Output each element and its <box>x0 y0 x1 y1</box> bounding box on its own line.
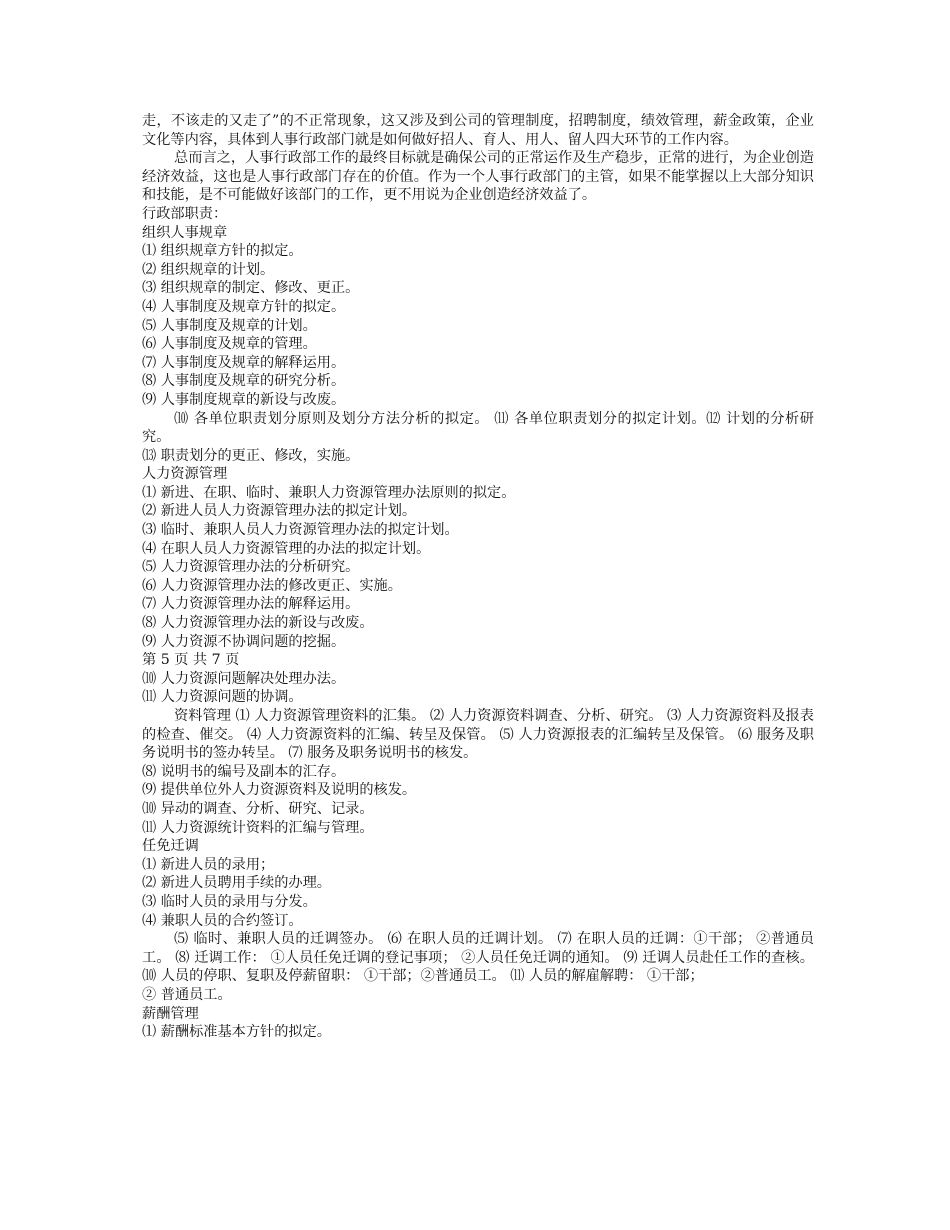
data-management-paragraph: 资料管理 ⑴ 人力资源管理资料的汇集。 ⑵ 人力资源资料调查、分析、研究。 ⑶ 人力资源资料及报表的检查、催交。 ⑷ 人力资源资料的汇编、转呈及保管。 ⑸ 人力资源报表的汇编转呈及保管。 ⑹ 服务及职务说明书的签办转呈。 ⑺ 服务及职务说明书的核发。 <box>142 708 814 762</box>
list-item: ⑵ 组织规章的计划。 <box>142 261 275 278</box>
list-item: ⑺ 人事制度及规章的解释运用。 <box>142 354 346 371</box>
list-item: ⑼ 人力资源不协调问题的挖掘。 <box>142 633 346 650</box>
list-item: ⑼ 提供单位外人力资源资料及说明的核发。 <box>142 782 417 799</box>
list-item: ⑸ 人事制度及规章的计划。 <box>142 317 317 334</box>
list-item: ⑶ 临时人员的录用与分发。 <box>142 893 317 910</box>
appointment-heading: 任免迁调 <box>142 838 199 855</box>
paragraph-summary: 总而言之，人事行政部工作的最终目标就是确保公司的正常运作及生产稳步，正常的进行，为企业创造经济效益，这也是人事行政部门存在的价值。作为一个人事行政部门的主管，如果不能掌握以上大部分知识和技能，是不可能做好该部门的工作，更不用说为企业创造经济效益了。 <box>142 150 814 204</box>
list-item: ⑴ 薪酬标准基本方针的拟定。 <box>142 1024 331 1041</box>
page-marker: 第 5 页 共 7 页 <box>142 652 240 669</box>
document-page <box>142 112 814 1042</box>
list-item: ⑻ 人事制度及规章的研究分析。 <box>142 373 346 390</box>
list-item: ⑴ 组织规章方针的拟定。 <box>142 243 303 260</box>
list-item: ⑷ 兼职人员的合约签订。 <box>142 912 303 929</box>
rules-flow-paragraph: ⑽ 各单位职责划分原则及划分方法分析的拟定。 ⑾ 各单位职责划分的拟定计划。⑿ 计划的分析研究。 <box>142 410 814 446</box>
list-item: ⑴ 新进、在职、临时、兼职人力资源管理办法原则的拟定。 <box>142 484 516 501</box>
list-item: ⑵ 新进人员聘用手续的办理。 <box>142 875 331 892</box>
list-item: ⑻ 人力资源管理办法的新设与改废。 <box>142 615 374 632</box>
list-item: ⑾ 人力资源统计资料的汇编与管理。 <box>142 819 374 836</box>
list-item: ② 普通员工。 <box>142 986 232 1003</box>
salary-heading: 薪酬管理 <box>142 1005 199 1022</box>
list-item: ⑶ 组织规章的制定、修改、更正。 <box>142 280 360 297</box>
list-item: ⑹ 人力资源管理办法的修改更正、实施。 <box>142 577 402 594</box>
list-item: ⑵ 新进人员人力资源管理办法的拟定计划。 <box>142 503 417 520</box>
list-item: ⑺ 人力资源管理办法的解释运用。 <box>142 596 360 613</box>
list-item: ⑻ 说明书的编号及副本的汇存。 <box>142 763 346 780</box>
admin-duties-heading: 行政部职责： <box>142 205 228 222</box>
list-item: ⑽ 异动的调查、分析、研究、记录。 <box>142 800 374 817</box>
list-item: ⒀ 职责划分的更正、修改，实施。 <box>142 447 360 464</box>
list-item: ⑹ 人事制度及规章的管理。 <box>142 336 317 353</box>
list-item: ⑾ 人力资源问题的协调。 <box>142 689 303 706</box>
list-item: ⑼ 人事制度规章的新设与改废。 <box>142 391 346 408</box>
list-item: ⑷ 人事制度及规章方针的拟定。 <box>142 298 346 315</box>
list-item: ⑷ 在职人员人力资源管理的办法的拟定计划。 <box>142 540 431 557</box>
list-item: ⑽ 人力资源问题解决处理办法。 <box>142 670 346 687</box>
appointment-flow-paragraph: ⑸ 临时、兼职人员的迁调签办。 ⑹ 在职人员的迁调计划。 ⑺ 在职人员的迁调：①干部； ②普通员工。 ⑻ 迁调工作： ①人员任免迁调的登记事项； ②人员任免迁调的通知。 ⑼ 迁调人员赴任工作的查核。 ⑽ 人员的停职、复职及停薪留职： ①干部；②普通员工。 ⑾ 人员的解雇解聘： ①干部； <box>142 931 814 985</box>
list-item: ⑶ 临时、兼职人员人力资源管理办法的拟定计划。 <box>142 522 459 539</box>
list-item: ⑴ 新进人员的录用； <box>142 856 275 873</box>
rules-heading: 组织人事规章 <box>142 224 228 241</box>
paragraph-recruitment: 走，不该走的又走了”的不正常现象，这又涉及到公司的管理制度，招聘制度，绩效管理，薪金政策，企业文化等内容，具体到人事行政部门就是如何做好招人、育人、用人、留人四大环节的工作内容。 <box>142 113 814 148</box>
hr-heading: 人力资源管理 <box>142 466 228 483</box>
list-item: ⑸ 人力资源管理办法的分析研究。 <box>142 559 360 576</box>
